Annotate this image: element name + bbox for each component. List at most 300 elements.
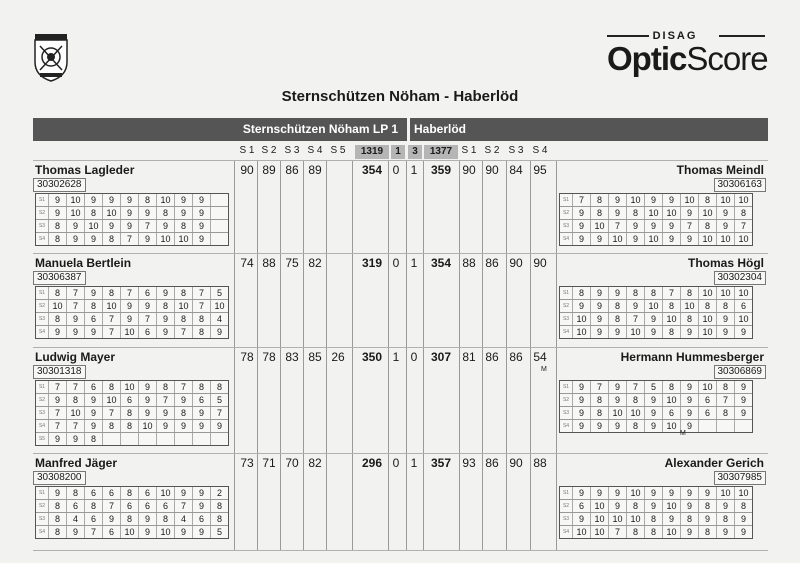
shot-value: 9 xyxy=(681,526,699,538)
shot-value: 7 xyxy=(103,500,121,512)
shot-row-label: S3 xyxy=(560,313,573,325)
shot-value: 8 xyxy=(681,313,699,325)
team-right-total: 1377 xyxy=(424,145,458,159)
shot-value: 9 xyxy=(139,233,157,245)
shot-value: 9 xyxy=(573,220,591,232)
shot-value: 9 xyxy=(85,287,103,299)
shot-value: 5 xyxy=(645,381,663,393)
shot-value: 10 xyxy=(103,207,121,219)
row-divider xyxy=(33,453,768,454)
left-total: 350 xyxy=(361,350,383,364)
shot-row-label: S2 xyxy=(36,500,49,512)
shot-value: 6 xyxy=(157,500,175,512)
shot-value: 10 xyxy=(573,526,591,538)
shot-value: 10 xyxy=(663,313,681,325)
shot-row-label: S4 xyxy=(560,233,573,245)
shot-row-label: S3 xyxy=(560,407,573,419)
shot-row-label: S4 xyxy=(560,326,573,338)
shot-value: 8 xyxy=(645,287,663,299)
shot-value xyxy=(211,194,228,206)
shot-value: 9 xyxy=(591,420,609,432)
shot-row-label: S3 xyxy=(560,220,573,232)
shot-value: 10 xyxy=(738,195,749,205)
shot-value: 10 xyxy=(139,420,157,432)
shot-value: 9 xyxy=(193,500,211,512)
shot-value: 8 xyxy=(627,526,645,538)
shot-value: 6 xyxy=(85,487,103,499)
shot-value: 10 xyxy=(627,407,645,419)
right-series-value: 95 xyxy=(533,163,547,177)
shot-value: 10 xyxy=(67,407,85,419)
left-series-value: 75 xyxy=(285,256,299,270)
right-shooter-id: 30307985 xyxy=(714,471,767,485)
shot-row xyxy=(560,207,752,220)
shot-value: 9 xyxy=(627,233,645,245)
shot-value: 9 xyxy=(67,433,85,445)
right-shooter-name: Thomas Meindl xyxy=(676,163,764,177)
shot-value: 9 xyxy=(175,194,193,206)
shot-value: 10 xyxy=(573,326,591,338)
shot-value: 9 xyxy=(681,394,699,406)
shot-row xyxy=(36,513,228,526)
shot-value: 9 xyxy=(85,194,103,206)
shot-value: 9 xyxy=(193,420,211,432)
left-points: 0 xyxy=(392,163,400,177)
shot-row-label: S1 xyxy=(36,487,49,499)
shot-value: 8 xyxy=(175,220,193,232)
shot-value: 9 xyxy=(681,420,699,432)
shot-value: 10 xyxy=(591,220,609,232)
shot-value: 9 xyxy=(740,327,746,337)
shot-value: 9 xyxy=(645,500,663,512)
shot-value: 9 xyxy=(175,207,193,219)
shot-value: 9 xyxy=(85,326,103,338)
shot-value: 9 xyxy=(645,487,663,499)
right-shot-grid xyxy=(559,286,753,339)
shot-value: 10 xyxy=(85,220,103,232)
shot-value: 9 xyxy=(609,287,627,299)
left-series-value: 83 xyxy=(285,350,299,364)
shot-value: 9 xyxy=(103,194,121,206)
right-series-value: 90 xyxy=(509,456,523,470)
shot-value: 9 xyxy=(663,513,681,525)
shot-value: 9 xyxy=(681,381,699,393)
shot-value: 9 xyxy=(591,313,609,325)
shot-value: 8 xyxy=(216,514,222,524)
right-shot-grid xyxy=(559,193,753,246)
shot-value: 7 xyxy=(591,381,609,393)
shot-value: 10 xyxy=(121,381,139,393)
shot-value: 8 xyxy=(627,394,645,406)
shot-row-label: S3 xyxy=(560,513,573,525)
series-header-left: S 4 xyxy=(307,145,323,156)
shot-value: 10 xyxy=(681,194,699,206)
shot-value: 9 xyxy=(193,233,211,245)
shot-value: 10 xyxy=(663,500,681,512)
shot-row-label: S4 xyxy=(36,526,49,538)
shot-value: 9 xyxy=(681,207,699,219)
shot-value: 8 xyxy=(591,407,609,419)
left-shot-grid xyxy=(35,193,229,246)
shot-value xyxy=(211,433,228,445)
shot-value: 7 xyxy=(103,407,121,419)
right-series-value: 81 xyxy=(462,350,476,364)
shot-row xyxy=(36,394,228,407)
left-shooter-name: Manfred Jäger xyxy=(35,456,118,470)
right-series-value: 93 xyxy=(462,456,476,470)
shot-value: 8 xyxy=(193,326,211,338)
right-series-value: 54 xyxy=(533,350,547,364)
shot-row xyxy=(36,500,228,513)
shot-value: 10 xyxy=(681,300,699,312)
right-series-value: 86 xyxy=(509,350,523,364)
brand-main-text xyxy=(607,40,767,78)
shot-value: 6 xyxy=(573,500,591,512)
shot-row xyxy=(36,300,228,313)
shot-value: 10 xyxy=(573,313,591,325)
shot-row xyxy=(36,526,228,538)
shot-value: 8 xyxy=(627,287,645,299)
left-series-value: 78 xyxy=(240,350,254,364)
shot-value: 7 xyxy=(67,381,85,393)
shot-value: 9 xyxy=(103,513,121,525)
shot-value: 8 xyxy=(175,313,193,325)
shot-value: 9 xyxy=(645,394,663,406)
shot-value: 4 xyxy=(175,513,193,525)
shot-value: 9 xyxy=(157,313,175,325)
shot-value: 9 xyxy=(157,220,175,232)
shot-value: 10 xyxy=(121,526,139,538)
shot-row-label: S1 xyxy=(36,287,49,299)
shot-row-label: S3 xyxy=(36,407,49,419)
shot-value: 9 xyxy=(85,420,103,432)
shot-value: 10 xyxy=(103,394,121,406)
shot-value: 9 xyxy=(609,381,627,393)
shot-value: 9 xyxy=(139,300,157,312)
shot-value: 8 xyxy=(67,394,85,406)
shot-value: 9 xyxy=(609,394,627,406)
shot-value: 8 xyxy=(663,300,681,312)
shot-value: 7 xyxy=(121,287,139,299)
shot-value: 10 xyxy=(738,314,749,324)
shot-value: 9 xyxy=(175,526,193,538)
shot-value: 9 xyxy=(67,233,85,245)
shot-row-label: S1 xyxy=(36,381,49,393)
shot-value xyxy=(103,433,121,445)
left-shooter-id: 30301318 xyxy=(33,365,86,379)
shot-value: 9 xyxy=(121,220,139,232)
shot-value: 10 xyxy=(717,287,735,299)
left-shot-grid xyxy=(35,486,229,539)
shot-value: 9 xyxy=(591,487,609,499)
shot-value: 8 xyxy=(157,300,175,312)
shot-value: 9 xyxy=(609,487,627,499)
shot-value: 10 xyxy=(591,500,609,512)
shot-row xyxy=(36,207,228,220)
shot-value: 6 xyxy=(121,500,139,512)
right-shooter-id: 30306163 xyxy=(714,178,767,192)
row-divider xyxy=(33,253,768,254)
shot-row-label: S2 xyxy=(560,500,573,512)
shot-value xyxy=(735,420,752,432)
shot-value: 10 xyxy=(717,194,735,206)
shot-row xyxy=(560,500,752,513)
shot-value: 8 xyxy=(49,513,67,525)
shot-value: 9 xyxy=(573,407,591,419)
shot-value xyxy=(717,420,735,432)
shot-value: 9 xyxy=(717,526,735,538)
shot-value: 9 xyxy=(699,487,717,499)
shot-value: 9 xyxy=(573,487,591,499)
shot-value: 7 xyxy=(49,420,67,432)
shot-value: 6 xyxy=(740,301,746,311)
shot-value: 9 xyxy=(49,194,67,206)
shot-value: 8 xyxy=(157,513,175,525)
team-right-points: 3 xyxy=(408,145,422,159)
shot-value: 7 xyxy=(609,526,627,538)
shot-row xyxy=(560,220,752,233)
shot-value: 8 xyxy=(103,287,121,299)
shot-value: 10 xyxy=(627,513,645,525)
shot-row-label: S1 xyxy=(560,487,573,499)
left-shooter-id: 30308200 xyxy=(33,471,86,485)
shot-value xyxy=(211,207,228,219)
shot-value: 9 xyxy=(740,382,746,392)
shot-value: 8 xyxy=(699,194,717,206)
shot-value: 10 xyxy=(699,313,717,325)
shot-value: 10 xyxy=(609,513,627,525)
shot-value: 9 xyxy=(49,207,67,219)
shot-value: 10 xyxy=(591,513,609,525)
shot-row xyxy=(36,287,228,300)
shot-row xyxy=(36,420,228,433)
shot-value: 9 xyxy=(717,313,735,325)
shot-value: 9 xyxy=(193,407,211,419)
left-series-value: 74 xyxy=(240,256,254,270)
shot-value: 10 xyxy=(738,488,749,498)
shot-row xyxy=(560,194,752,207)
shot-value: 8 xyxy=(627,207,645,219)
shot-value: 6 xyxy=(121,394,139,406)
shot-value: 9 xyxy=(681,407,699,419)
team-left-points: 1 xyxy=(391,145,405,159)
shot-row-label: S3 xyxy=(36,313,49,325)
shot-value: 6 xyxy=(103,487,121,499)
row-divider xyxy=(33,160,768,161)
shot-value: 9 xyxy=(49,433,67,445)
shot-value: 6 xyxy=(663,407,681,419)
shot-value: 9 xyxy=(49,487,67,499)
shot-value: 9 xyxy=(49,394,67,406)
shot-value: 10 xyxy=(609,407,627,419)
shot-value: 9 xyxy=(85,233,103,245)
right-series-value: 86 xyxy=(485,256,499,270)
shot-value: 8 xyxy=(103,420,121,432)
shot-value: 9 xyxy=(573,207,591,219)
shot-value: 9 xyxy=(193,487,211,499)
shot-value: 8 xyxy=(121,487,139,499)
right-points: 1 xyxy=(410,456,418,470)
shot-value: 9 xyxy=(645,407,663,419)
shot-value xyxy=(211,233,228,245)
shot-value: 6 xyxy=(139,487,157,499)
shot-value: 6 xyxy=(85,313,103,325)
shot-value: 10 xyxy=(663,207,681,219)
shot-value: 9 xyxy=(139,513,157,525)
shot-value: 6 xyxy=(103,526,121,538)
shot-value: 10 xyxy=(121,326,139,338)
team-left-name: Sternschützen Nöham LP 1 xyxy=(242,122,398,136)
shot-value: 6 xyxy=(139,326,157,338)
shot-value: 6 xyxy=(699,407,717,419)
shot-value: 7 xyxy=(627,313,645,325)
right-series-value: 90 xyxy=(485,163,499,177)
shot-value: 8 xyxy=(717,381,735,393)
shot-value: 9 xyxy=(681,487,699,499)
shot-value: 8 xyxy=(85,500,103,512)
shot-value: 8 xyxy=(699,300,717,312)
shot-value: 10 xyxy=(157,194,175,206)
shot-value: 9 xyxy=(645,194,663,206)
shot-value: 10 xyxy=(49,300,67,312)
shot-value: 8 xyxy=(103,381,121,393)
shot-value: 10 xyxy=(699,381,717,393)
shot-value: 10 xyxy=(645,233,663,245)
shot-value: 9 xyxy=(627,300,645,312)
shot-value: 7 xyxy=(49,407,67,419)
shot-value: 8 xyxy=(216,382,222,392)
shot-value: 9 xyxy=(85,407,103,419)
shot-value: 8 xyxy=(85,207,103,219)
right-series-value: 88 xyxy=(462,256,476,270)
shot-value: 8 xyxy=(699,220,717,232)
shot-value: 10 xyxy=(717,487,735,499)
brand-small-text: DISAG xyxy=(652,30,698,42)
shot-value: 8 xyxy=(216,501,222,511)
shot-value: 10 xyxy=(627,194,645,206)
shot-value: 7 xyxy=(67,420,85,432)
right-points: 0 xyxy=(410,350,418,364)
right-series-value: 88 xyxy=(533,456,547,470)
shot-value: 10 xyxy=(67,194,85,206)
right-series-value: 86 xyxy=(485,456,499,470)
shot-value: 6 xyxy=(193,513,211,525)
left-series-value: 85 xyxy=(308,350,322,364)
shot-value xyxy=(139,433,157,445)
shot-row-label: S4 xyxy=(36,233,49,245)
shot-row-label: S3 xyxy=(36,513,49,525)
shot-value: 9 xyxy=(627,220,645,232)
right-series-value: 90 xyxy=(533,256,547,270)
left-shooter-name: Ludwig Mayer xyxy=(35,350,116,364)
shot-value: 9 xyxy=(717,326,735,338)
shot-value: 10 xyxy=(663,420,681,432)
shot-value: 9 xyxy=(681,500,699,512)
shot-value xyxy=(175,433,193,445)
shot-value: 7 xyxy=(121,233,139,245)
shot-value: 6 xyxy=(699,394,717,406)
shot-row-label: S4 xyxy=(560,420,573,432)
shot-value: 8 xyxy=(627,420,645,432)
left-series-value: 70 xyxy=(285,456,299,470)
shot-row xyxy=(36,487,228,500)
series-mark: M xyxy=(541,366,547,373)
team-right-name: Haberlöd xyxy=(414,122,467,136)
series-header-left: S 2 xyxy=(261,145,277,156)
shot-value: 8 xyxy=(699,526,717,538)
shot-value: 9 xyxy=(121,194,139,206)
shot-value: 7 xyxy=(681,220,699,232)
shot-value: 7 xyxy=(573,194,591,206)
shot-value: 7 xyxy=(157,394,175,406)
shot-value: 7 xyxy=(193,300,211,312)
brand-main-bold: Optic xyxy=(607,40,687,77)
shot-value: 7 xyxy=(103,313,121,325)
shot-value: 9 xyxy=(681,326,699,338)
shot-row-label: S3 xyxy=(36,220,49,232)
shot-value: 9 xyxy=(591,287,609,299)
left-series-value: 82 xyxy=(308,456,322,470)
shot-value: 9 xyxy=(85,394,103,406)
shot-value: 10 xyxy=(717,233,735,245)
shot-value: 9 xyxy=(663,194,681,206)
shot-value: 8 xyxy=(663,381,681,393)
shot-value: 6 xyxy=(85,513,103,525)
shot-row-label: S1 xyxy=(560,381,573,393)
shot-value: 7 xyxy=(67,287,85,299)
shot-value: 6 xyxy=(193,394,211,406)
shot-value: 9 xyxy=(740,527,746,537)
shot-value: 8 xyxy=(609,313,627,325)
shot-value: 10 xyxy=(627,487,645,499)
shot-value xyxy=(193,433,211,445)
shot-row-label: S2 xyxy=(560,207,573,219)
shot-value: 9 xyxy=(175,487,193,499)
shot-value: 9 xyxy=(139,394,157,406)
shot-value: 9 xyxy=(175,394,193,406)
shot-value: 10 xyxy=(699,207,717,219)
left-points: 0 xyxy=(392,256,400,270)
column-divider xyxy=(352,160,353,550)
column-divider xyxy=(556,160,557,550)
shot-row-label: S1 xyxy=(36,194,49,206)
shot-value: 10 xyxy=(103,300,121,312)
left-shooter-name: Thomas Lagleder xyxy=(35,163,135,177)
shot-value: 9 xyxy=(645,220,663,232)
shot-value: 4 xyxy=(216,314,222,324)
shot-row-label: S4 xyxy=(36,326,49,338)
shot-value: 5 xyxy=(216,288,222,298)
shot-value: 8 xyxy=(591,194,609,206)
shot-value: 9 xyxy=(609,500,627,512)
shot-row xyxy=(560,420,752,432)
shot-row-label: S1 xyxy=(560,287,573,299)
shot-value: 7 xyxy=(139,313,157,325)
shot-row xyxy=(560,487,752,500)
brand-main-thin: Score xyxy=(686,40,768,77)
shot-value: 9 xyxy=(663,487,681,499)
shot-value: 8 xyxy=(85,433,103,445)
shot-row xyxy=(36,233,228,245)
shot-value: 9 xyxy=(645,313,663,325)
left-total: 296 xyxy=(361,456,383,470)
shot-value xyxy=(157,433,175,445)
shot-value: 6 xyxy=(85,381,103,393)
shot-value: 9 xyxy=(67,220,85,232)
series-header-right: S 2 xyxy=(484,145,500,156)
shot-value: 10 xyxy=(175,233,193,245)
shot-value: 4 xyxy=(67,513,85,525)
